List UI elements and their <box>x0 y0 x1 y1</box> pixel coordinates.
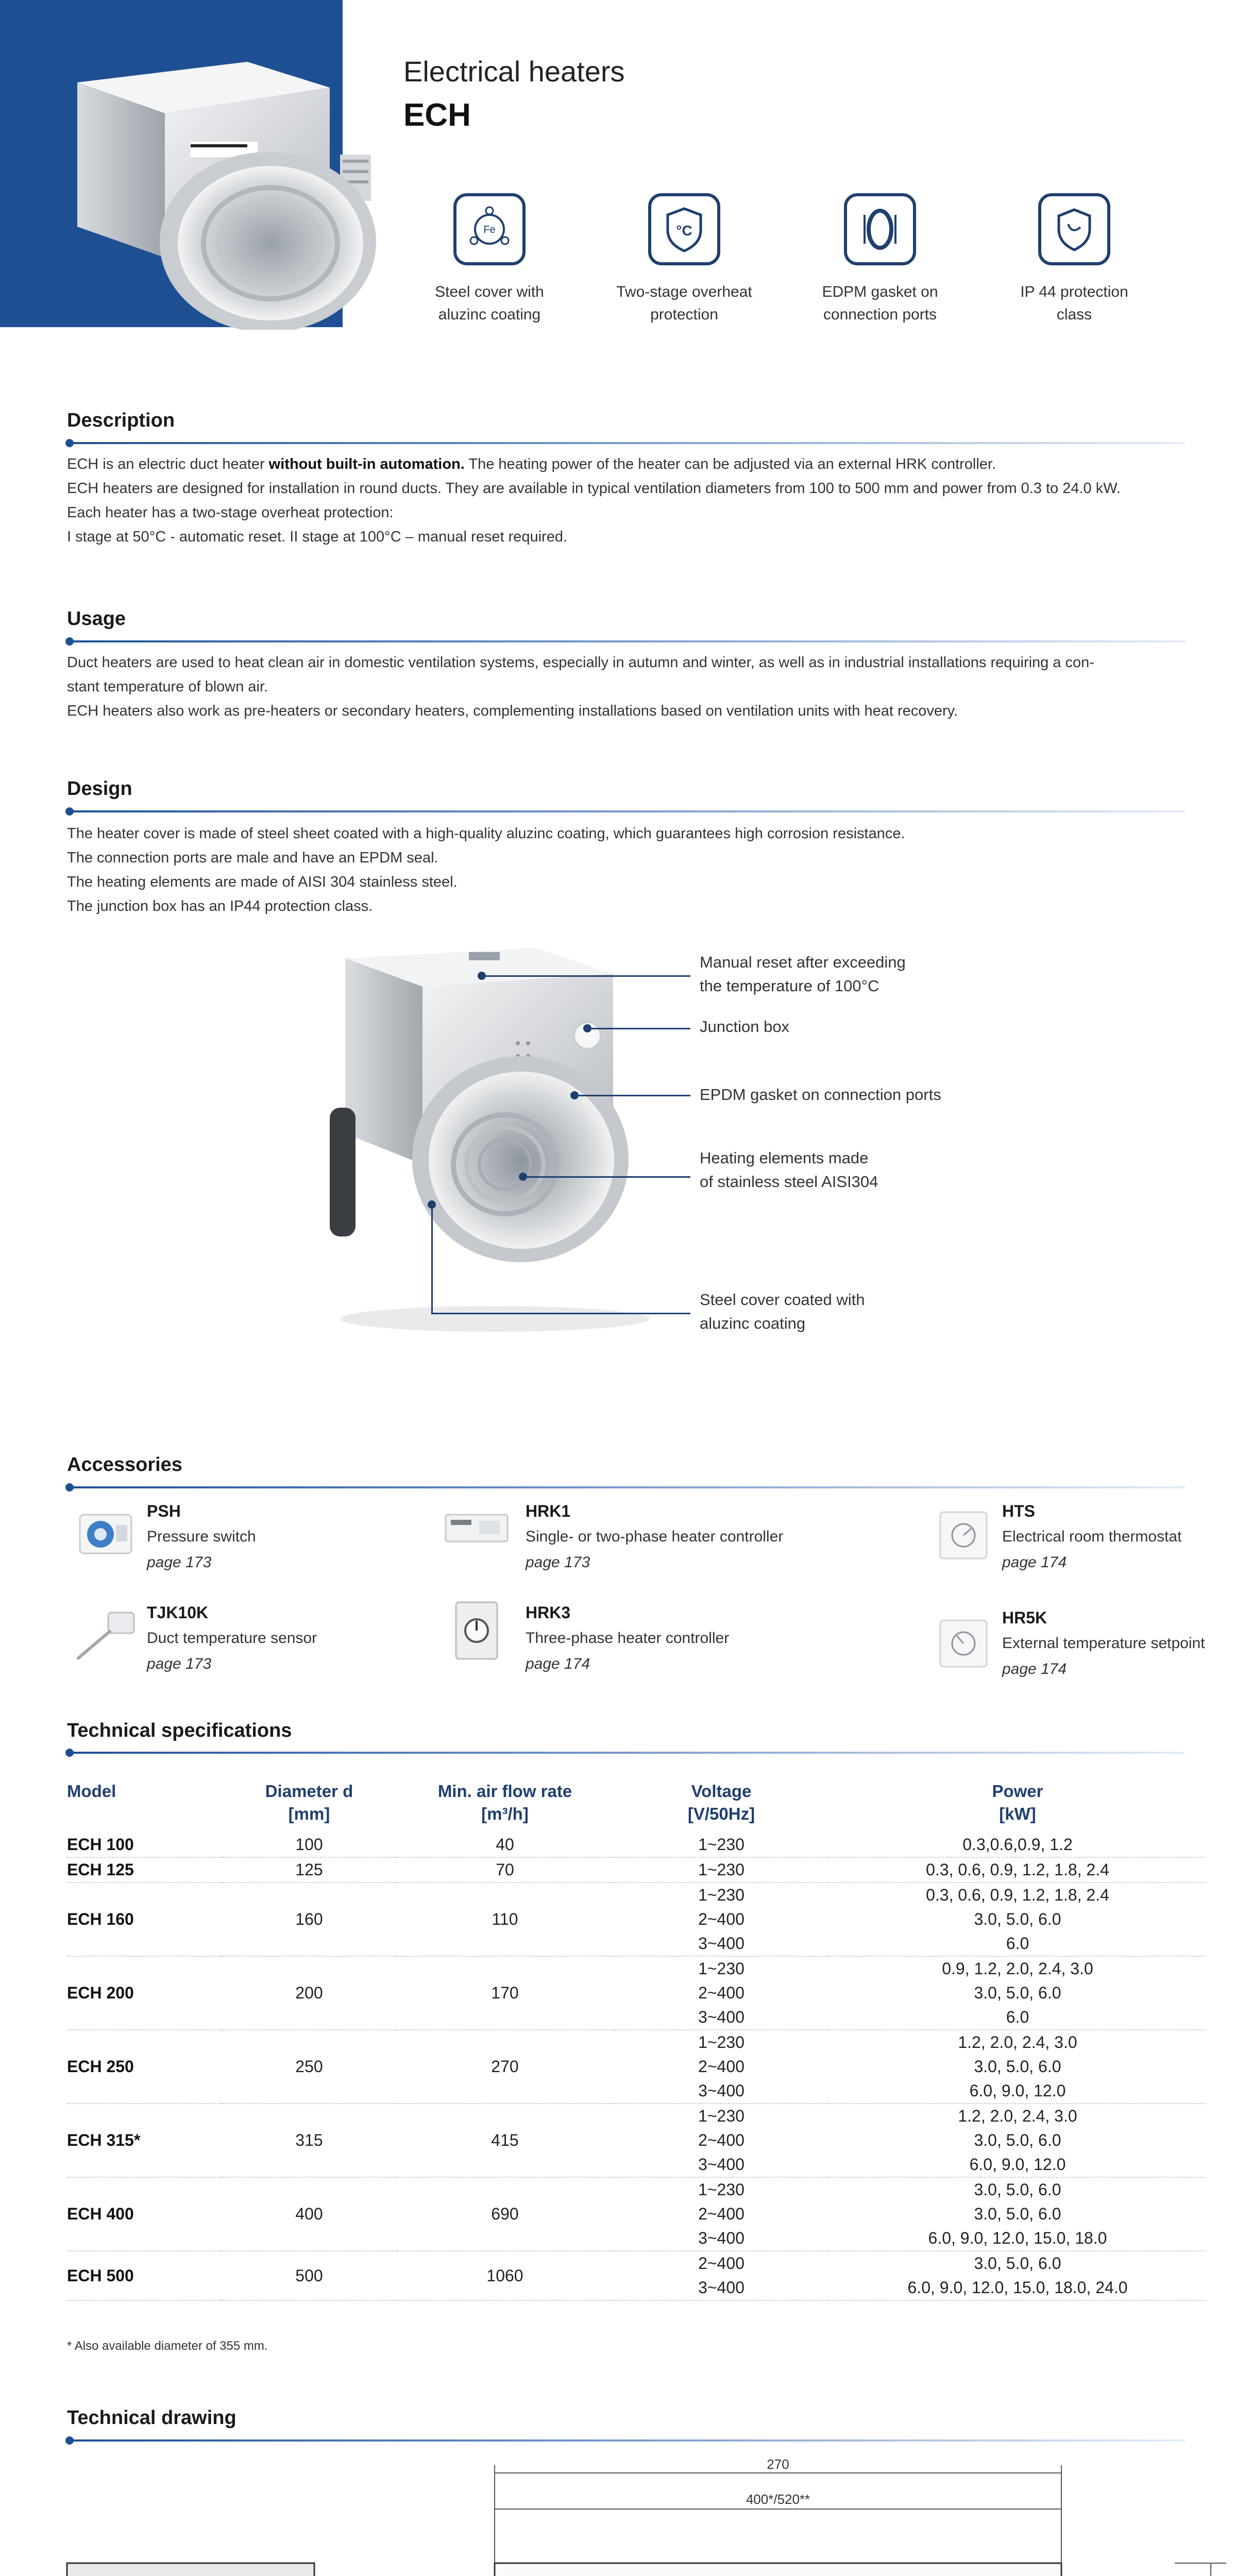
cell-power: 1.2, 2.0, 2.4, 3.0 3.0, 5.0, 6.0 6.0, 9.0, 12.0 <box>830 2030 1206 2104</box>
steel-cover-icon <box>453 193 526 265</box>
cell-power: 0.3, 0.6, 0.9, 1.2, 1.8, 2.4 <box>830 1857 1206 1883</box>
cell-diameter: 100 <box>222 1833 397 1857</box>
callout-dot <box>428 1200 436 1209</box>
feature-overheat-protection: °C Two-stage overheat protection <box>607 193 762 326</box>
col-voltage: Voltage [V/50Hz] <box>687 1782 755 1823</box>
accessory-tjk10k[interactable]: TJK10K Duct temperature sensor page 173 <box>147 1603 317 1672</box>
cell-airflow: 270 <box>397 2030 613 2104</box>
cell-model: ECH 250 <box>67 2030 222 2104</box>
cell-voltage: 1~230 <box>613 1833 830 1857</box>
callout-dot <box>570 1091 579 1099</box>
cell-voltage: 1~230 2~400 3~400 <box>613 2030 830 2104</box>
cell-airflow: 40 <box>397 1833 613 1857</box>
table-row <box>67 1833 1206 1857</box>
accessories-title: Accessories <box>67 1454 182 1476</box>
psh-image <box>72 1504 139 1561</box>
cell-power: 0.3,0.6,0.9, 1.2 <box>830 1833 1206 1857</box>
feature-gasket: EDPM gasket on connection ports <box>803 193 957 326</box>
cell-voltage: 1~230 2~400 3~400 <box>613 2104 830 2177</box>
specs-footnote: * Also available diameter of 355 mm. <box>67 2339 268 2353</box>
cell-airflow: 415 <box>397 2104 613 2177</box>
cell-power: 3.0, 5.0, 6.0 6.0, 9.0, 12.0, 15.0, 18.0, 24.0 <box>830 2251 1206 2300</box>
callout-junction-box: Junction box <box>700 1018 790 1036</box>
description-divider <box>67 442 1185 444</box>
product-model: ECH <box>403 97 471 133</box>
callout-gasket: EPDM gasket on connection ports <box>700 1086 941 1104</box>
callout-line-manual-reset <box>482 975 690 977</box>
table-row <box>67 2177 1206 2251</box>
cell-model: ECH 315* <box>67 2104 222 2177</box>
callout-dot <box>583 1024 591 1032</box>
overheat-protection-icon <box>648 193 720 265</box>
drawing-title: Technical drawing <box>67 2407 236 2429</box>
table-row <box>67 2030 1206 2104</box>
cell-power: 1.2, 2.0, 2.4, 3.0 3.0, 5.0, 6.0 6.0, 9.0, 12.0 <box>830 2104 1206 2177</box>
cell-model: ECH 100 <box>67 1833 222 1857</box>
cell-voltage: 1~230 <box>613 1857 830 1883</box>
design-text: The heater cover is made of steel sheet coated with a high-quality aluzinc coating, which guarantees high corrosion resistance. The connection ports are male and have an EPDM seal. The heating elements are made of AISI 304 stainless steel. The junction box has an IP44 protection class. <box>67 825 905 914</box>
drawing-divider <box>67 2439 1185 2442</box>
cell-diameter: 160 <box>222 1883 397 1956</box>
cell-airflow: 110 <box>397 1883 613 1956</box>
heater-product-image <box>41 41 402 330</box>
usage-title: Usage <box>67 608 126 630</box>
cell-voltage: 1~230 2~400 3~400 <box>613 1883 830 1956</box>
cell-model: ECH 500 <box>67 2251 222 2300</box>
cell-model: ECH 200 <box>67 1956 222 2030</box>
cell-voltage: 1~230 2~400 3~400 <box>613 1956 830 2030</box>
description-title: Description <box>67 410 175 431</box>
callout-line-cover-vertical <box>431 1203 433 1314</box>
cell-airflow: 70 <box>397 1857 613 1883</box>
ip-shield-icon <box>1038 193 1110 265</box>
svg-text:Fe: Fe <box>483 224 496 235</box>
cell-airflow: 170 <box>397 1956 613 2030</box>
table-row <box>67 2251 1206 2300</box>
dim-top: 270 <box>767 2456 789 2472</box>
specs-table <box>67 1780 1206 2301</box>
description-text: ECH is an electric duct heater without built-in automation. The heating power of the heater can be adjusted via an external HRK controller. ECH heaters are designed for installation in round ducts. They are available in typical ventilation diameters from 100 to 500 mm and power from 0.3 to 24.0 kW. Each heater has a two-stage overheat protection: I stage at 50°C - automatic reset. II stage at 100°C – manual reset required. <box>67 456 1121 545</box>
cell-diameter: 315 <box>222 2104 397 2177</box>
usage-divider <box>67 640 1185 642</box>
hr5k-image <box>935 1615 992 1672</box>
specs-divider <box>67 1752 1185 1754</box>
cell-airflow: 690 <box>397 2177 613 2251</box>
table-row <box>67 2104 1206 2177</box>
table-row <box>67 1956 1206 2030</box>
col-airflow: Min. air flow rate [m³/h] <box>437 1782 572 1823</box>
accessory-hr5k[interactable]: HR5K External temperature setpoint page 174 <box>1002 1608 1205 1677</box>
feature-ip-protection: IP 44 protection class <box>997 193 1152 326</box>
cell-model: ECH 400 <box>67 2177 222 2251</box>
accessory-hrk1[interactable]: HRK1 Single- or two-phase heater controller page 173 <box>526 1502 784 1571</box>
accessory-hrk3[interactable]: HRK3 Three-phase heater controller page 174 <box>526 1603 730 1672</box>
accessories-divider <box>67 1486 1185 1488</box>
cell-power: 3.0, 5.0, 6.0 3.0, 5.0, 6.0 6.0, 9.0, 12.0, 15.0, 18.0 <box>830 2177 1206 2251</box>
cell-diameter: 250 <box>222 2030 397 2104</box>
hrk3-image <box>448 1597 505 1664</box>
dim-top2: 400*/520** <box>746 2492 810 2507</box>
callout-dot <box>478 972 486 980</box>
table-row <box>67 1857 1206 1883</box>
feature-steel-cover: Fe Steel cover with aluzinc coating <box>412 193 567 326</box>
cell-model: ECH 125 <box>67 1857 222 1883</box>
callout-line-cover <box>431 1313 690 1314</box>
usage-text: Duct heaters are used to heat clean air in domestic ventilation systems, especially in autumn and winter, as well as in industrial installations requiring a con- stant temperature of blown air. ECH heaters also work as pre-heaters or secondary heaters, complementing installations based on ventilation units with heat recovery. <box>67 654 1094 719</box>
cell-diameter: 200 <box>222 1956 397 2030</box>
accessory-psh[interactable]: PSH Pressure switch page 173 <box>147 1502 256 1571</box>
heater-design-image <box>299 938 711 1340</box>
callout-line-gasket <box>574 1095 690 1096</box>
page-title: Electrical heaters <box>403 55 625 88</box>
callout-line-heating-elements <box>523 1176 690 1178</box>
callout-steel-cover: Steel cover coated with aluzinc coating <box>700 1291 865 1332</box>
specs-header-row <box>67 1780 1206 1833</box>
specs-title: Technical specifications <box>67 1720 292 1741</box>
cell-power: 0.9, 1.2, 2.0, 2.4, 3.0 3.0, 5.0, 6.0 6.0 <box>830 1956 1206 2030</box>
gasket-icon <box>844 193 916 265</box>
svg-text:°C: °C <box>676 223 692 239</box>
table-row <box>67 1883 1206 1956</box>
hts-image <box>935 1507 992 1564</box>
tjk10k-image <box>67 1602 144 1669</box>
design-title: Design <box>67 778 132 800</box>
col-power: Power [kW] <box>992 1782 1043 1823</box>
cell-airflow: 1060 <box>397 2251 613 2300</box>
col-model: Model <box>67 1782 116 1801</box>
cell-diameter: 500 <box>222 2251 397 2300</box>
callout-dot <box>519 1173 527 1181</box>
cell-model: ECH 160 <box>67 1883 222 1956</box>
accessory-hts[interactable]: HTS Electrical room thermostat page 174 <box>1002 1502 1182 1571</box>
cell-voltage: 1~230 2~400 3~400 <box>613 2177 830 2251</box>
cell-diameter: 125 <box>222 1857 397 1883</box>
callout-heating-elements: Heating elements made of stainless steel AISI304 <box>700 1149 878 1191</box>
col-diameter: Diameter d [mm] <box>265 1782 353 1823</box>
callout-manual-reset: Manual reset after exceeding the temperature of 100°C <box>700 953 906 995</box>
callout-line-junction-box <box>587 1028 690 1029</box>
cell-diameter: 400 <box>222 2177 397 2251</box>
hrk1-image <box>443 1510 510 1546</box>
cell-voltage: 2~400 3~400 <box>613 2251 830 2300</box>
design-divider <box>67 810 1185 812</box>
technical-drawing <box>0 2452 1252 2576</box>
cell-power: 0.3, 0.6, 0.9, 1.2, 1.8, 2.4 3.0, 5.0, 6.0 6.0 <box>830 1883 1206 1956</box>
